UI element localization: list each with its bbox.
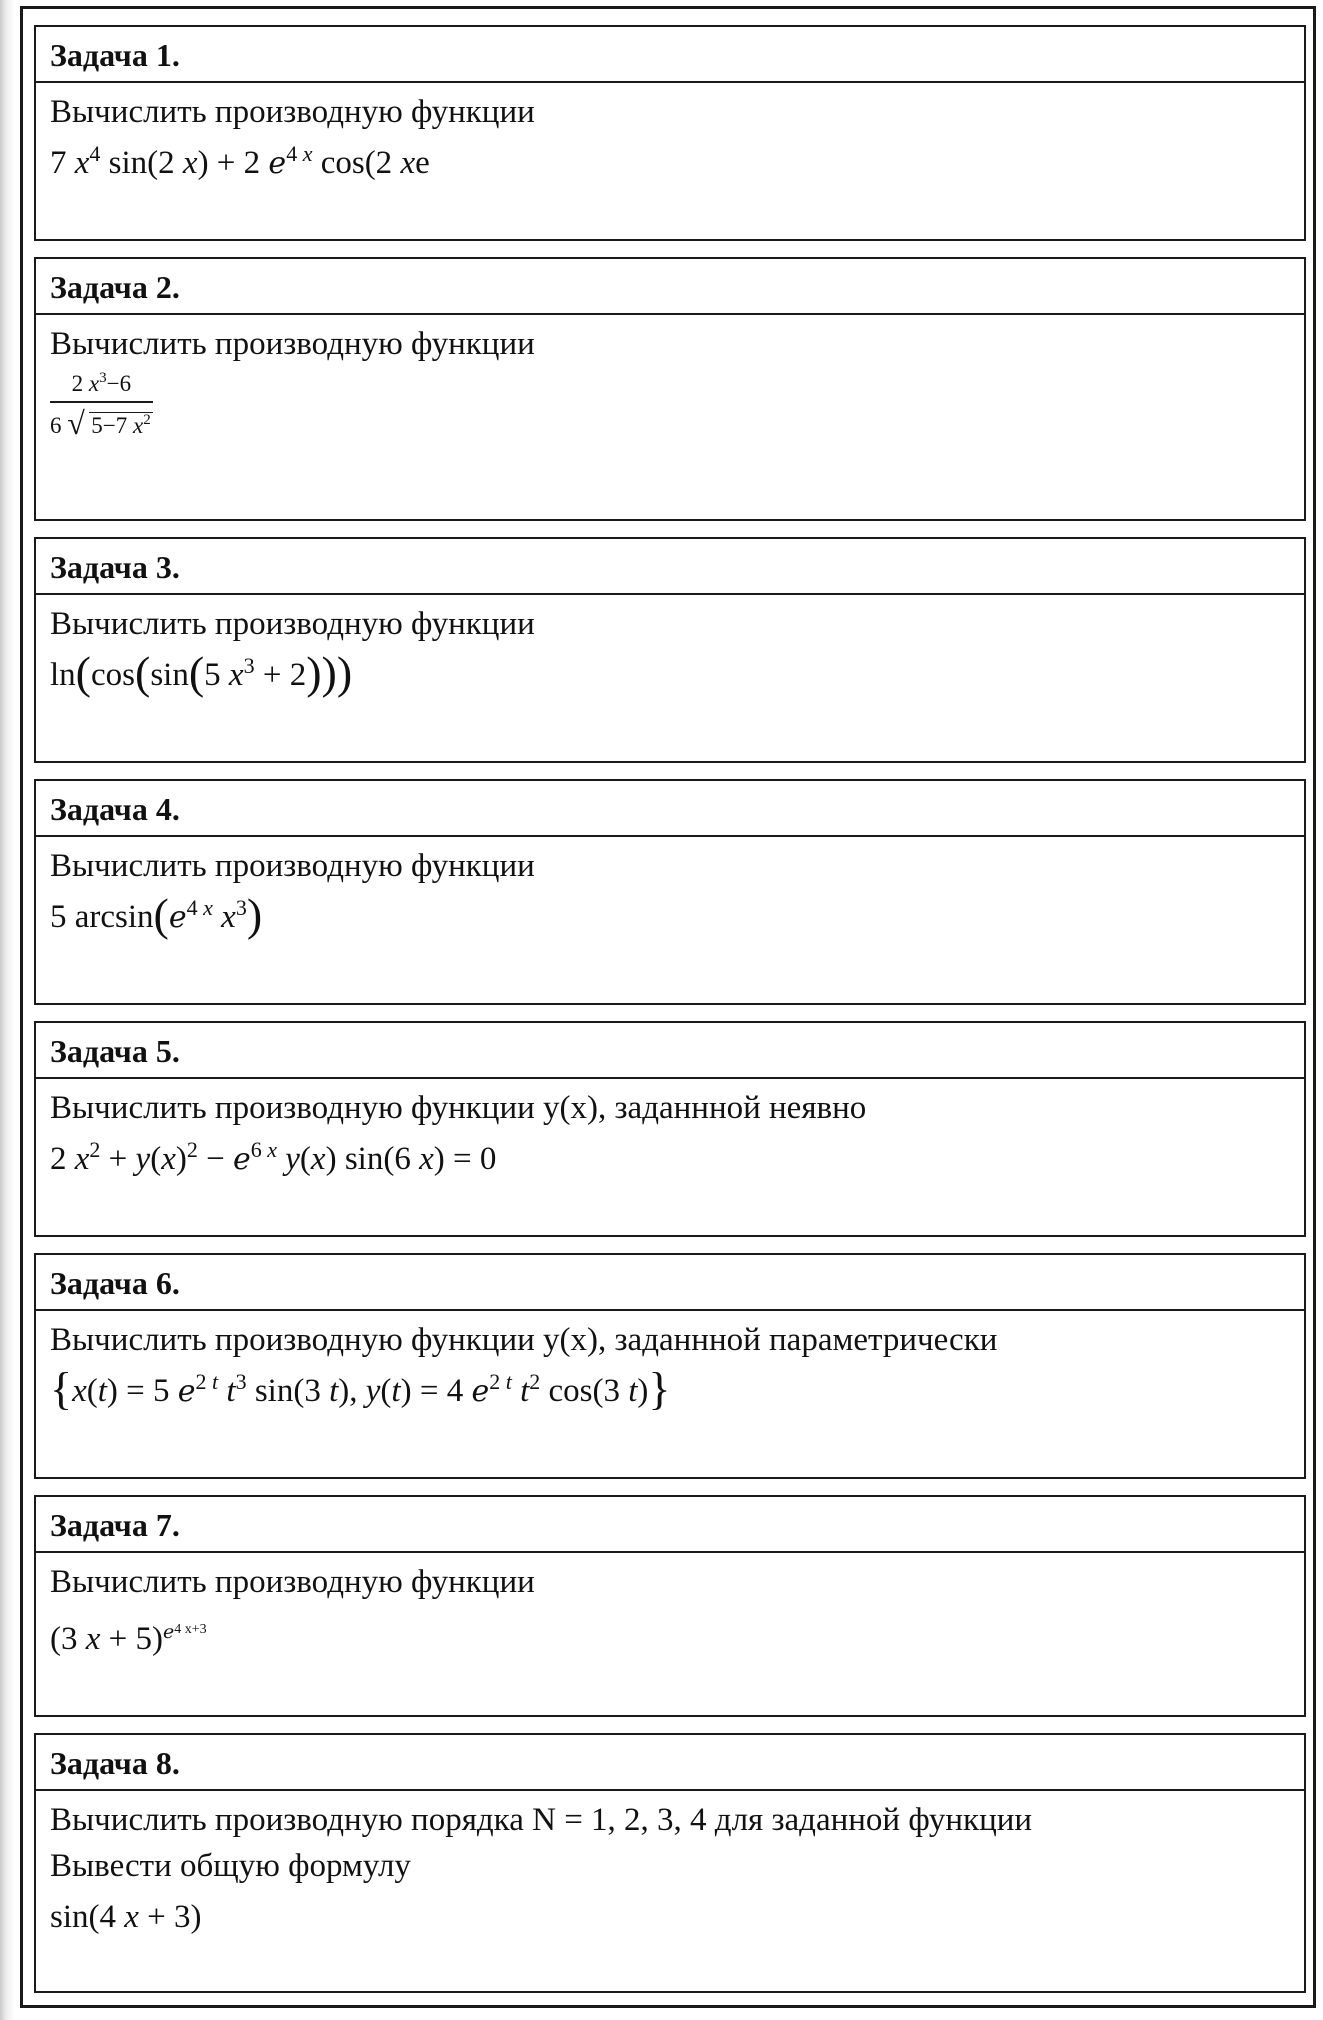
task-body <box>36 1791 1304 1945</box>
task-body <box>36 315 1304 442</box>
formula: {x(t) = 5 $e^{2 t}$ $t^3$ sin(3 t), y(t) = 4 $e^{2 t}$ $t^2$ cos(3 t)} <box>50 1363 671 1414</box>
task-1 <box>34 25 1306 241</box>
task-7 <box>34 1495 1306 1717</box>
formula: 2 $x^2 + y(x)^2 - e^{6 x}$ y(x) sin(6 x) = 0 <box>50 1136 497 1177</box>
denominator: 6 √ 5−7 $x^2$ <box>50 405 151 441</box>
task-title: Задача 7. <box>36 1497 1304 1553</box>
task-list <box>34 25 1306 2009</box>
task-title: Задача 8. <box>36 1735 1304 1791</box>
task-statement: Вычислить производную функции <box>50 94 535 130</box>
task-statement: Вычислить производную функции <box>50 606 535 642</box>
task-2 <box>34 257 1306 521</box>
task-body <box>36 595 1304 703</box>
formula: ln(cos(sin(5 $x^3 + 2$))) <box>50 647 353 698</box>
task-body <box>36 1553 1304 1667</box>
task-statement: Вычислить производную функции <box>50 326 535 362</box>
task-body <box>36 1079 1304 1188</box>
fraction-formula <box>50 371 153 439</box>
task-statement: Вычислить производную функции <box>50 848 535 884</box>
task-statement: Вычислить производную порядка N = 1, 2, 3, 4 для заданной функции <box>50 1802 1033 1838</box>
task-statement-2: Вывести общую формулу <box>50 1848 411 1884</box>
task-statement: Вычислить производную функции <box>50 1564 535 1600</box>
radical-icon: √ <box>67 405 85 441</box>
task-8 <box>34 1733 1306 1993</box>
numerator: 2 $x^3-6$ <box>50 371 153 403</box>
square-root: √ 5−7 $x^2$ <box>67 405 151 441</box>
formula: 7 $x^4$ sin(2 x) + 2 $e^{4 x}$ cos(2 xe <box>50 140 430 181</box>
formula: sin(4 x + 3) <box>50 1899 202 1935</box>
task-title: Задача 6. <box>36 1255 1304 1311</box>
task-3 <box>34 537 1306 763</box>
task-5 <box>34 1021 1306 1237</box>
task-title: Задача 1. <box>36 27 1304 83</box>
task-body <box>36 1311 1304 1420</box>
task-body <box>36 83 1304 192</box>
task-title: Задача 2. <box>36 259 1304 315</box>
task-statement: Вычислить производную функции y(x), заданнной параметрически <box>50 1322 998 1358</box>
task-title: Задача 4. <box>36 781 1304 837</box>
task-title: Задача 3. <box>36 539 1304 595</box>
formula: (3 x + 5)$^{e^{4 x+3}}$ <box>50 1621 207 1657</box>
task-statement: Вычислить производную функции y(x), заданнной неявно <box>50 1090 867 1126</box>
formula: 5 $\arcsin(e^{4 x}$ $x^3$) <box>50 889 263 940</box>
task-6 <box>34 1253 1306 1479</box>
task-body <box>36 837 1304 946</box>
task-4 <box>34 779 1306 1005</box>
task-title: Задача 5. <box>36 1023 1304 1079</box>
